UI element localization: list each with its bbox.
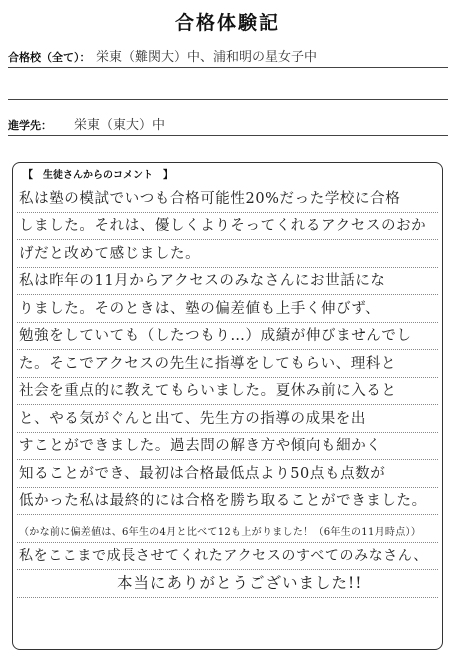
comment-line-text: 勉強をしていても（したつもり…）成績が伸びませんでし <box>19 328 412 344</box>
comment-line-text: しました。それは、優しくよりそってくれるアクセスのおか <box>19 218 427 234</box>
comment-line <box>17 350 438 378</box>
comment-line <box>17 295 438 323</box>
comment-line <box>17 460 438 488</box>
comment-line <box>17 240 438 268</box>
comment-line-text: 本当にありがとうございました!! <box>117 573 363 592</box>
enrolled-school-label: 進学先： <box>8 119 52 132</box>
comment-line <box>17 488 438 516</box>
comment-line <box>17 515 438 543</box>
comment-line-text: 知ることができ、最初は合格最低点より50点も点数が <box>19 465 386 482</box>
passed-schools-label: 合格校（全て）： <box>8 51 91 64</box>
comment-line <box>17 323 438 351</box>
passed-schools-extra-underline <box>8 99 448 100</box>
comment-line-text: 私をここまで成長させてくれたアクセスのすべてのみなさん、 <box>19 548 428 564</box>
passed-schools-extra-line <box>8 76 448 100</box>
passed-schools-field <box>8 44 448 68</box>
comment-line-text: すことができました。過去問の解き方や傾向も細かく <box>19 438 382 454</box>
comment-box-title: 【 生徒さんからのコメント 】 <box>23 170 173 181</box>
comment-line-text: げだと改めて感じました。 <box>19 245 201 262</box>
comment-line <box>17 433 438 461</box>
passed-schools-value: 栄東（難関大）中、浦和明の星女子中 <box>96 50 318 65</box>
enrolled-school-underline <box>8 135 448 136</box>
comment-line <box>17 543 438 571</box>
comment-line <box>17 570 438 598</box>
enrolled-school-value: 栄東（東大）中 <box>74 118 166 133</box>
comment-line <box>17 213 438 241</box>
comment-line <box>17 378 438 406</box>
comment-line-text: 社会を重点的に教えてもらいました。夏休み前に入ると <box>19 383 397 399</box>
comment-line-text: 私は塾の模試でいつも合格可能性20%だった学校に合格 <box>19 190 401 207</box>
comment-line-text: 低かった私は最終的には合格を勝ち取ることができました。 <box>19 493 427 509</box>
comment-lines <box>17 185 438 598</box>
comment-line-text: た。そこでアクセスの先生に指導をしてもらい、理科と <box>19 355 397 372</box>
comment-line <box>17 268 438 296</box>
comment-line-text: と、やる気がぐんと出て、先生方の指導の成果を出 <box>19 410 367 427</box>
enrolled-school-field <box>8 112 448 136</box>
passed-schools-underline <box>8 67 448 68</box>
page-title: 合格体験記 <box>174 12 280 34</box>
comment-line-text: （かな前に偏差値は、6年生の4月と比べて12も上がりました！（6年生の11月時点）） <box>19 526 422 538</box>
comment-line-text: りました。そのときは、塾の偏差値も上手く伸びず、 <box>19 300 381 317</box>
comment-line <box>17 405 438 433</box>
comment-line-text: 私は昨年の11月からアクセスのみなさんにお世話にな <box>19 273 386 289</box>
comment-line <box>17 185 438 213</box>
student-comment-box <box>12 162 443 650</box>
